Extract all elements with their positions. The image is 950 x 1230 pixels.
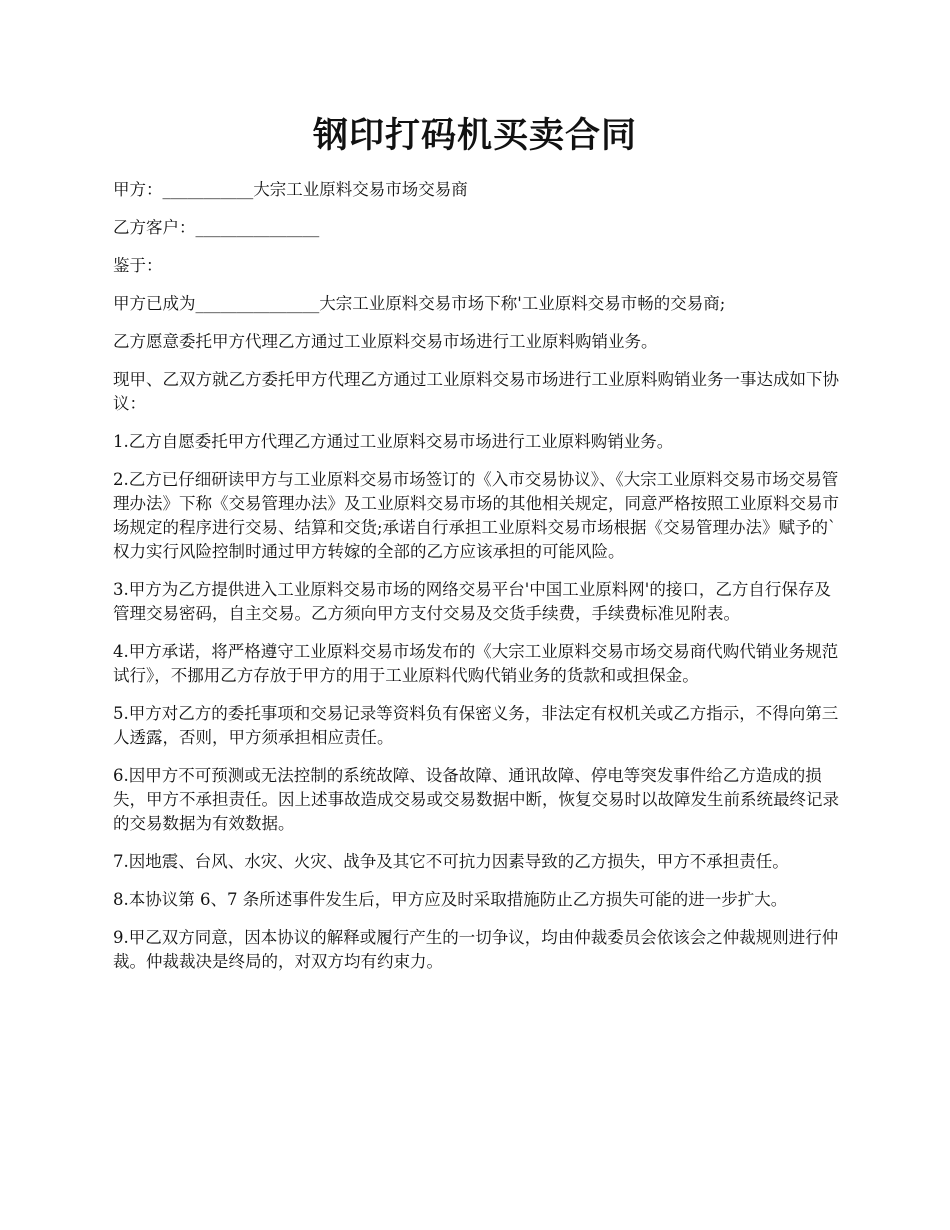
document-title: 钢印打码机买卖合同 [312, 115, 637, 156]
clause-1: 1.乙方自愿委托甲方代理乙方通过工业原料交易市场进行工业原料购销业务。 [113, 432, 674, 451]
clause-3: 3.甲方为乙方提供进入工业原料交易市场的网络交易平台'中国工业原料网'的接口，乙方自行保存及管理交易密码，自主交易。乙方须向甲方支付交易及交货手续费，手续费标准见附表。 [113, 580, 831, 623]
whereas-clause-1: 甲方已成为_______________大宗工业原料交易市场下称'工业原料交易市畅的交易商; [113, 294, 726, 313]
clause-2: 2.乙方已仔细研读甲方与工业原料交易市场签订的《入市交易协议》、《大宗工业原料交易市场交易管理办法》下称《交易管理办法》及工业原料交易市场的其他相关规定，同意严格按照工业原料交易市场规定的程序进行交易、结算和交货;承诺自行承担工业原料交易市场根据《交易管理办法》赋予的`权力实行风险控制时通过甲方转嫁的全部的乙方应该承担的可能风险。 [113, 470, 839, 561]
clause-8: 8.本协议第 6、7 条所述事件发生后，甲方应及时采取措施防止乙方损失可能的进一步扩大。 [113, 890, 788, 909]
document-body [113, 178, 840, 988]
clause-9: 9.甲乙双方同意，因本协议的解释或履行产生的一切争议，均由仲裁委员会依该会之仲裁规则进行仲裁。仲裁裁决是终局的，对双方均有约束力。 [113, 928, 839, 971]
clause-7: 7.因地震、台风、水灾、火灾、战争及其它不可抗力因素导致的乙方损失，甲方不承担责任。 [113, 852, 789, 871]
whereas-heading: 鉴于： [113, 256, 163, 275]
clause-6: 6.因甲方不可预测或无法控制的系统故障、设备故障、通讯故障、停电等突发事件给乙方造成的损失，甲方不承担责任。因上述事故造成交易或交易数据中断，恢复交易时以故障发生前系统最终记录的交易数据为有效数据。 [113, 766, 839, 833]
agreement-intro: 现甲、乙双方就乙方委托甲方代理乙方通过工业原料交易市场进行工业原料购销业务一事达成如下协议： [113, 370, 839, 413]
party-b-line: 乙方客户：_______________ [113, 218, 320, 237]
whereas-clause-2: 乙方愿意委托甲方代理乙方通过工业原料交易市场进行工业原料购销业务。 [113, 332, 658, 351]
clause-5: 5.甲方对乙方的委托事项和交易记录等资料负有保密义务，非法定有权机关或乙方指示，不得向第三人透露，否则，甲方须承担相应责任。 [113, 704, 839, 747]
party-a-line: 甲方：___________大宗工业原料交易市场交易商 [113, 180, 468, 199]
clause-4: 4.甲方承诺，将严格遵守工业原料交易市场发布的《大宗工业原料交易市场交易商代购代销业务规范试行》，不挪用乙方存放于甲方的用于工业原料代购代销业务的货款和或担保金。 [113, 642, 839, 685]
